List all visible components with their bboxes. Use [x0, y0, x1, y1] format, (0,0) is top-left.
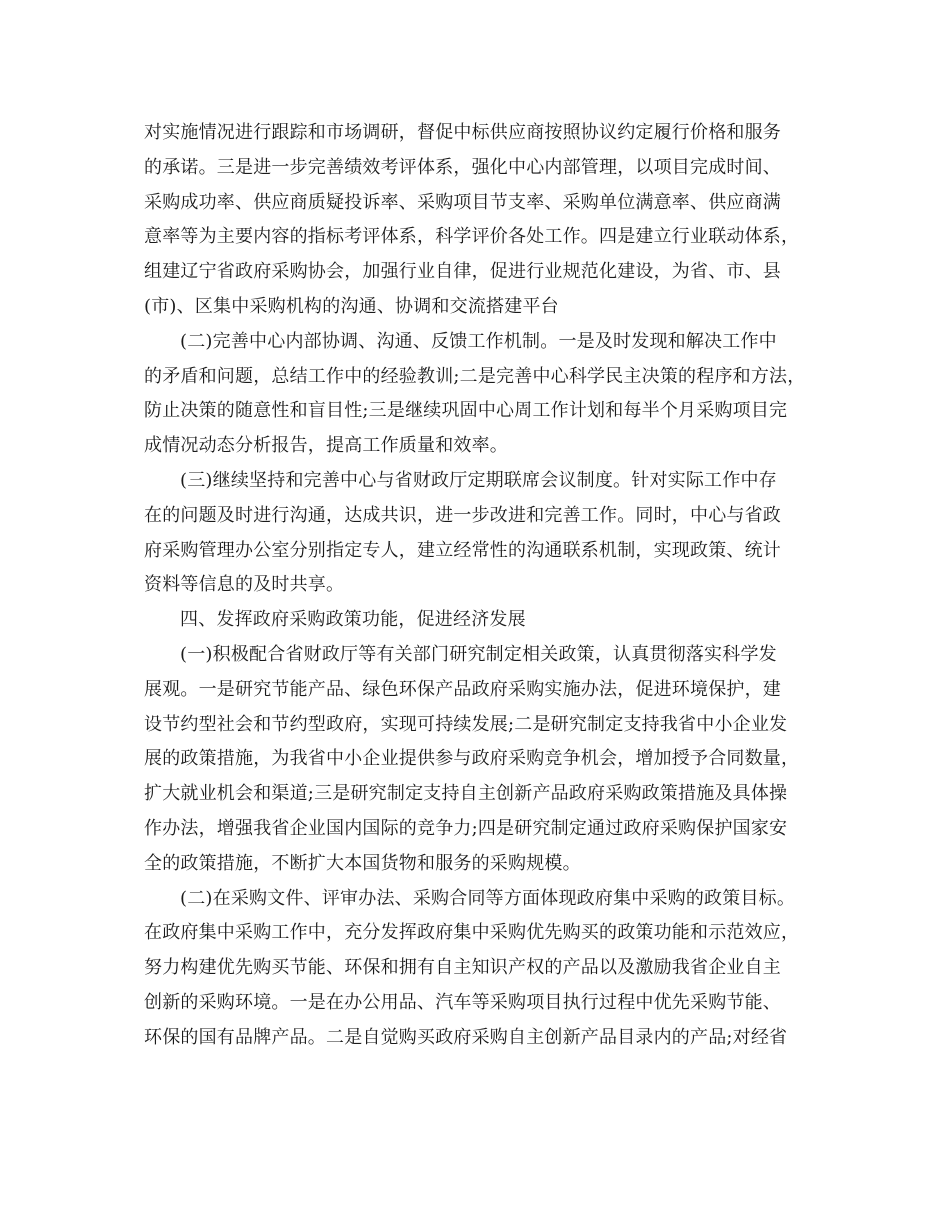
text-line: 防止决策的随意性和盲目性;三是继续巩固中心周工作计划和每半个月采购项目完 — [144, 400, 788, 422]
text-line: 在的问题及时进行沟通，达成共识，进一步改进和完善工作。同时，中心与省政 — [144, 504, 781, 526]
text-line: 环保的国有品牌产品。二是自觉购买政府采购自主创新产品目录内的产品;对经省 — [144, 1026, 788, 1048]
text-line: 资料等信息的及时共享。 — [144, 574, 345, 596]
document-body — [144, 116, 809, 1056]
text-line: 意率等为主要内容的指标考评体系，科学评价各处工作。四是建立行业联动体系， — [144, 226, 800, 248]
text-line: 采购成功率、供应商质疑投诉率、采购项目节支率、采购单位满意率、供应商满 — [144, 191, 781, 213]
text-line: 努力构建优先购买节能、环保和拥有自主知识产权的产品以及激励我省企业自主 — [144, 957, 781, 979]
text-line: 对实施情况进行跟踪和市场调研，督促中标供应商按照协议约定履行价格和服务 — [144, 122, 781, 143]
paragraph-first-line: (二)完善中心内部协调、沟通、反馈工作机制。一是及时发现和解决工作中 — [180, 330, 777, 352]
text-line: (市)、区集中采购机构的沟通、协调和交流搭建平台 — [144, 295, 559, 317]
paragraph-first-line: (一)积极配合省财政厅等有关部门研究制定相关政策，认真贯彻落实科学发 — [180, 643, 777, 665]
text-line: 组建辽宁省政府采购协会，加强行业自律，促进行业规范化建设，为省、市、县 — [144, 261, 781, 283]
text-line: 全的政策措施，不断扩大本国货物和服务的采购规模。 — [144, 852, 581, 874]
text-line: 创新的采购环境。一是在办公用品、汽车等采购项目执行过程中优先采购节能、 — [144, 991, 781, 1013]
paragraph-first-line: (二)在采购文件、评审办法、采购合同等方面体现政府集中采购的政策目标。 — [180, 887, 796, 909]
text-line: 的矛盾和问题，总结工作中的经验教训;二是完善中心科学民主决策的程序和方法， — [144, 365, 806, 387]
text-line: 在政府集中采购工作中，充分发挥政府集中采购优先购买的政策功能和示范效应， — [144, 922, 800, 944]
text-line: 作办法，增强我省企业国内国际的竞争力;四是研究制定通过政府采购保护国家安 — [144, 817, 788, 839]
paragraph-first-line: (三)继续坚持和完善中心与省财政厅定期联席会议制度。针对实际工作中存 — [180, 469, 777, 491]
text-line: 扩大就业机会和渠道;三是研究制定支持自主创新产品政府采购政策措施及具体操 — [144, 783, 788, 805]
text-line: 的承诺。三是进一步完善绩效考评体系，强化中心内部管理，以项目完成时间、 — [144, 156, 781, 178]
paragraph-first-line: 四、发挥政府采购政策功能，促进经济发展 — [180, 609, 526, 631]
text-line: 展的政策措施，为我省中小企业提供参与政府采购竞争机会，增加授予合同数量， — [144, 748, 800, 770]
text-line: 设节约型社会和节约型政府，实现可持续发展;二是研究制定支持我省中小企业发 — [144, 713, 788, 735]
text-line: 府采购管理办公室分别指定专人，建立经常性的沟通联系机制，实现政策、统计 — [144, 539, 781, 561]
text-line: 成情况动态分析报告，提高工作质量和效率。 — [144, 435, 508, 457]
text-line: 展观。一是研究节能产品、绿色环保产品政府采购实施办法，促进环境保护，建 — [144, 678, 781, 700]
